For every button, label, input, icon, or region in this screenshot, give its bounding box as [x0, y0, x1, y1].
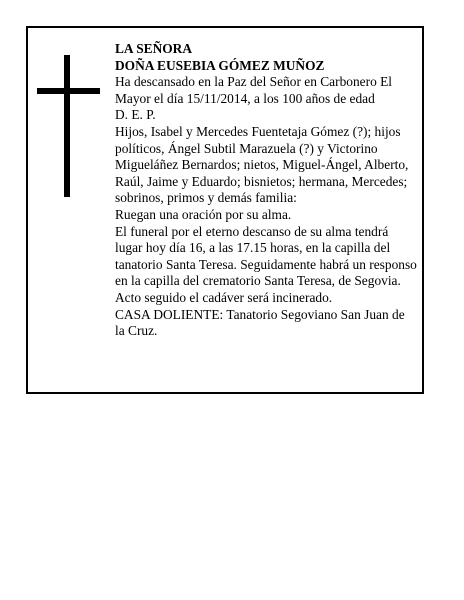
cross-vertical-bar — [64, 55, 70, 197]
deceased-name: DOÑA EUSEBIA GÓMEZ MUÑOZ — [115, 57, 325, 73]
obituary-notice — [26, 26, 424, 394]
cross-horizontal-bar — [37, 88, 100, 94]
rip-line: D. E. P. — [115, 107, 156, 123]
mourning-house: CASA DOLIENTE: Tanatorio Segoviano San Juan de la Cruz. — [115, 306, 405, 339]
family-list: Hijos, Isabel y Mercedes Fuentetaja Gómez (?); hijos políticos, Ángel Subtil Marazuela (?) y Victorino Migueláñez Bernardos; nietos, Miguel-Ángel, Alberto, Raúl, Jaime y Eduardo; bisnietos; hermana, Mercedes; sobrinos, primos y demás familia: — [115, 123, 409, 206]
notice-text — [115, 41, 417, 340]
prayer-request: Ruegan una oración por su alma. — [115, 206, 292, 222]
funeral-details: El funeral por el eterno descanso de su alma tendrá lugar hoy día 16, a las 17.15 horas, en la capilla del tanatorio Santa Teresa. Seguidamente habrá un responso en la capilla del crematorio Santa Teresa, de Segovia. Acto seguido el cadáver será incinerado. — [115, 223, 417, 305]
cross-icon — [37, 55, 100, 197]
notice-title: LA SEÑORA — [115, 41, 193, 56]
death-announcement: Ha descansado en la Paz del Señor en Carbonero El Mayor el día 15/11/2014, a los 100 años de edad — [115, 74, 393, 106]
